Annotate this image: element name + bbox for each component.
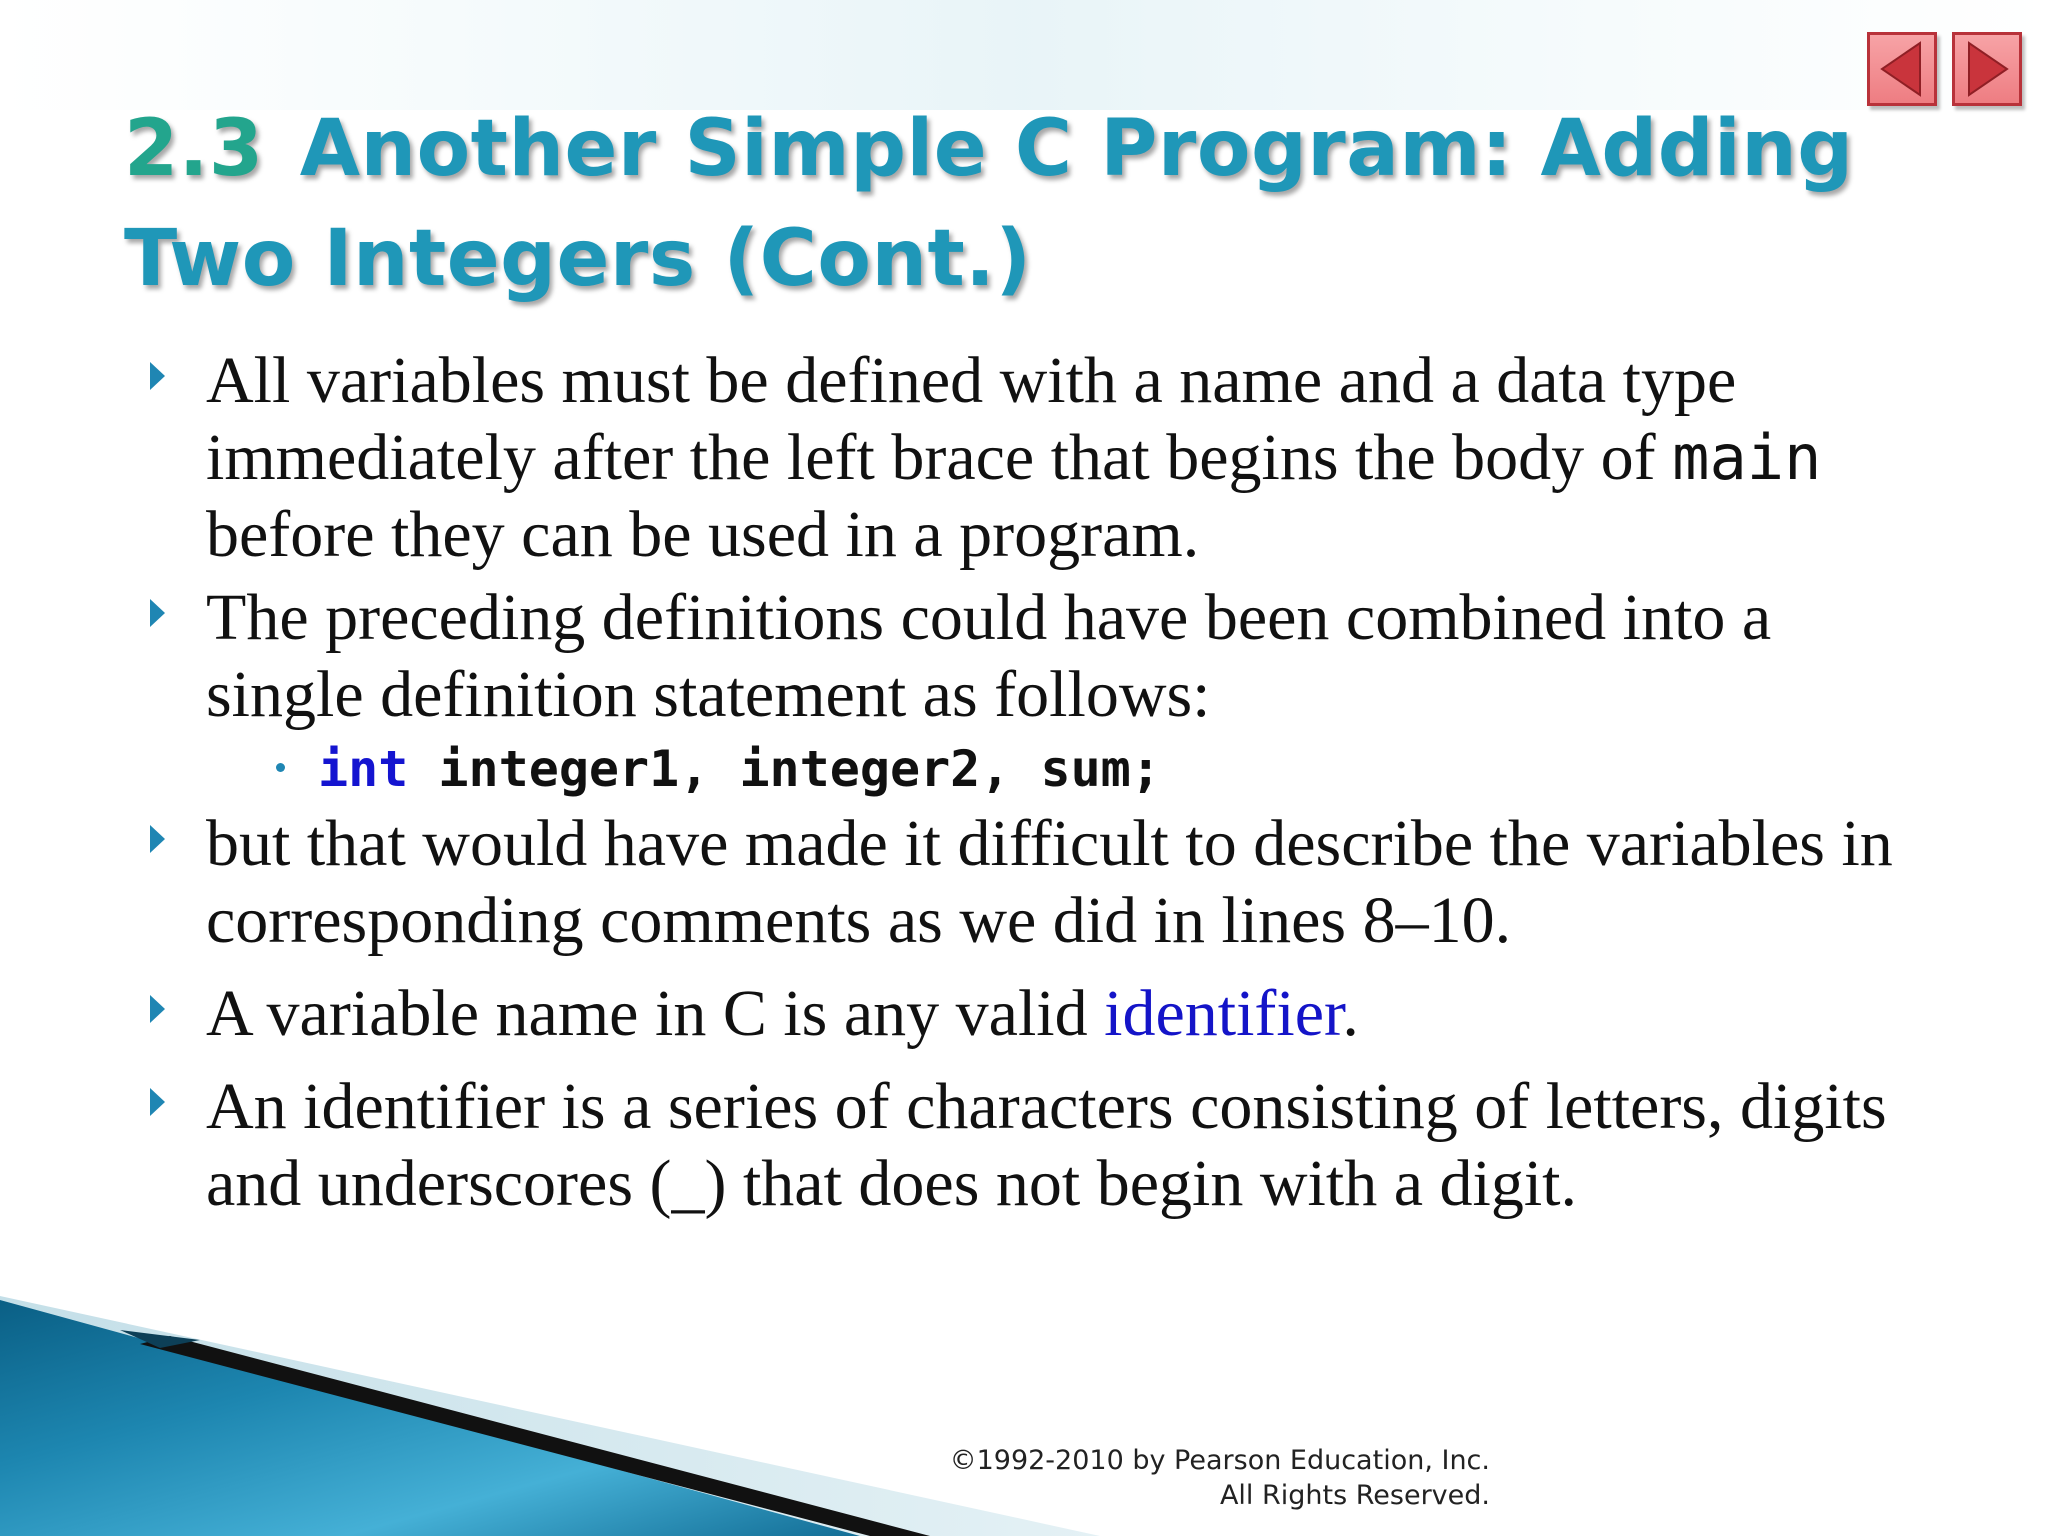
- bullet-text: An identifier is a series of characters consisting of letters, digits and underscores (_) that does not begin with a digit.: [206, 1070, 1887, 1220]
- section-number: 2.3: [124, 104, 264, 194]
- bullet-item: [206, 579, 1906, 733]
- slide-body: [206, 342, 1906, 1222]
- bullet-arrow-icon: [150, 825, 165, 853]
- code-example: [318, 733, 1906, 805]
- slide-title: [124, 94, 1884, 314]
- bullet-text: before they can be used in a program.: [206, 498, 1200, 571]
- identifier-link[interactable]: identifier: [1104, 977, 1343, 1050]
- bullet-arrow-icon: [150, 995, 165, 1023]
- bullet-arrow-icon: [150, 1088, 165, 1116]
- sub-bullet-dot-icon: [276, 763, 285, 772]
- right-arrow-icon: [1955, 35, 2019, 103]
- bullet-arrow-icon: [150, 362, 165, 390]
- bullet-item: [206, 1068, 1906, 1222]
- bullet-item: [206, 805, 1906, 959]
- left-arrow-icon: [1870, 35, 1934, 103]
- bullet-text: but that would have made it difficult to describe the variables in corresponding comments as we did in lines 8–10.: [206, 807, 1893, 957]
- copyright-notice: ©1992-2010 by Pearson Education, Inc. All Rights Reserved.: [949, 1445, 1490, 1511]
- bullet-item: [206, 342, 1906, 573]
- bullet-text: All variables must be defined with a name and a data type immediately after the left brace that begins the body of: [206, 344, 1737, 494]
- code-rest: integer1, integer2, sum;: [438, 740, 1161, 798]
- bullet-text: The preceding definitions could have been combined into a single definition statement as follows:: [206, 581, 1772, 731]
- bullet-item: [206, 975, 1906, 1052]
- bullet-text: .: [1342, 977, 1359, 1050]
- bullet-arrow-icon: [150, 599, 165, 627]
- next-slide-button[interactable]: [1952, 32, 2022, 106]
- inline-code-main: main: [1672, 421, 1822, 494]
- code-keyword: int: [318, 740, 409, 798]
- title-text: Another Simple C Program: Adding Two Integers (Cont.): [124, 104, 1854, 304]
- bullet-text: A variable name in C is any valid: [206, 977, 1088, 1050]
